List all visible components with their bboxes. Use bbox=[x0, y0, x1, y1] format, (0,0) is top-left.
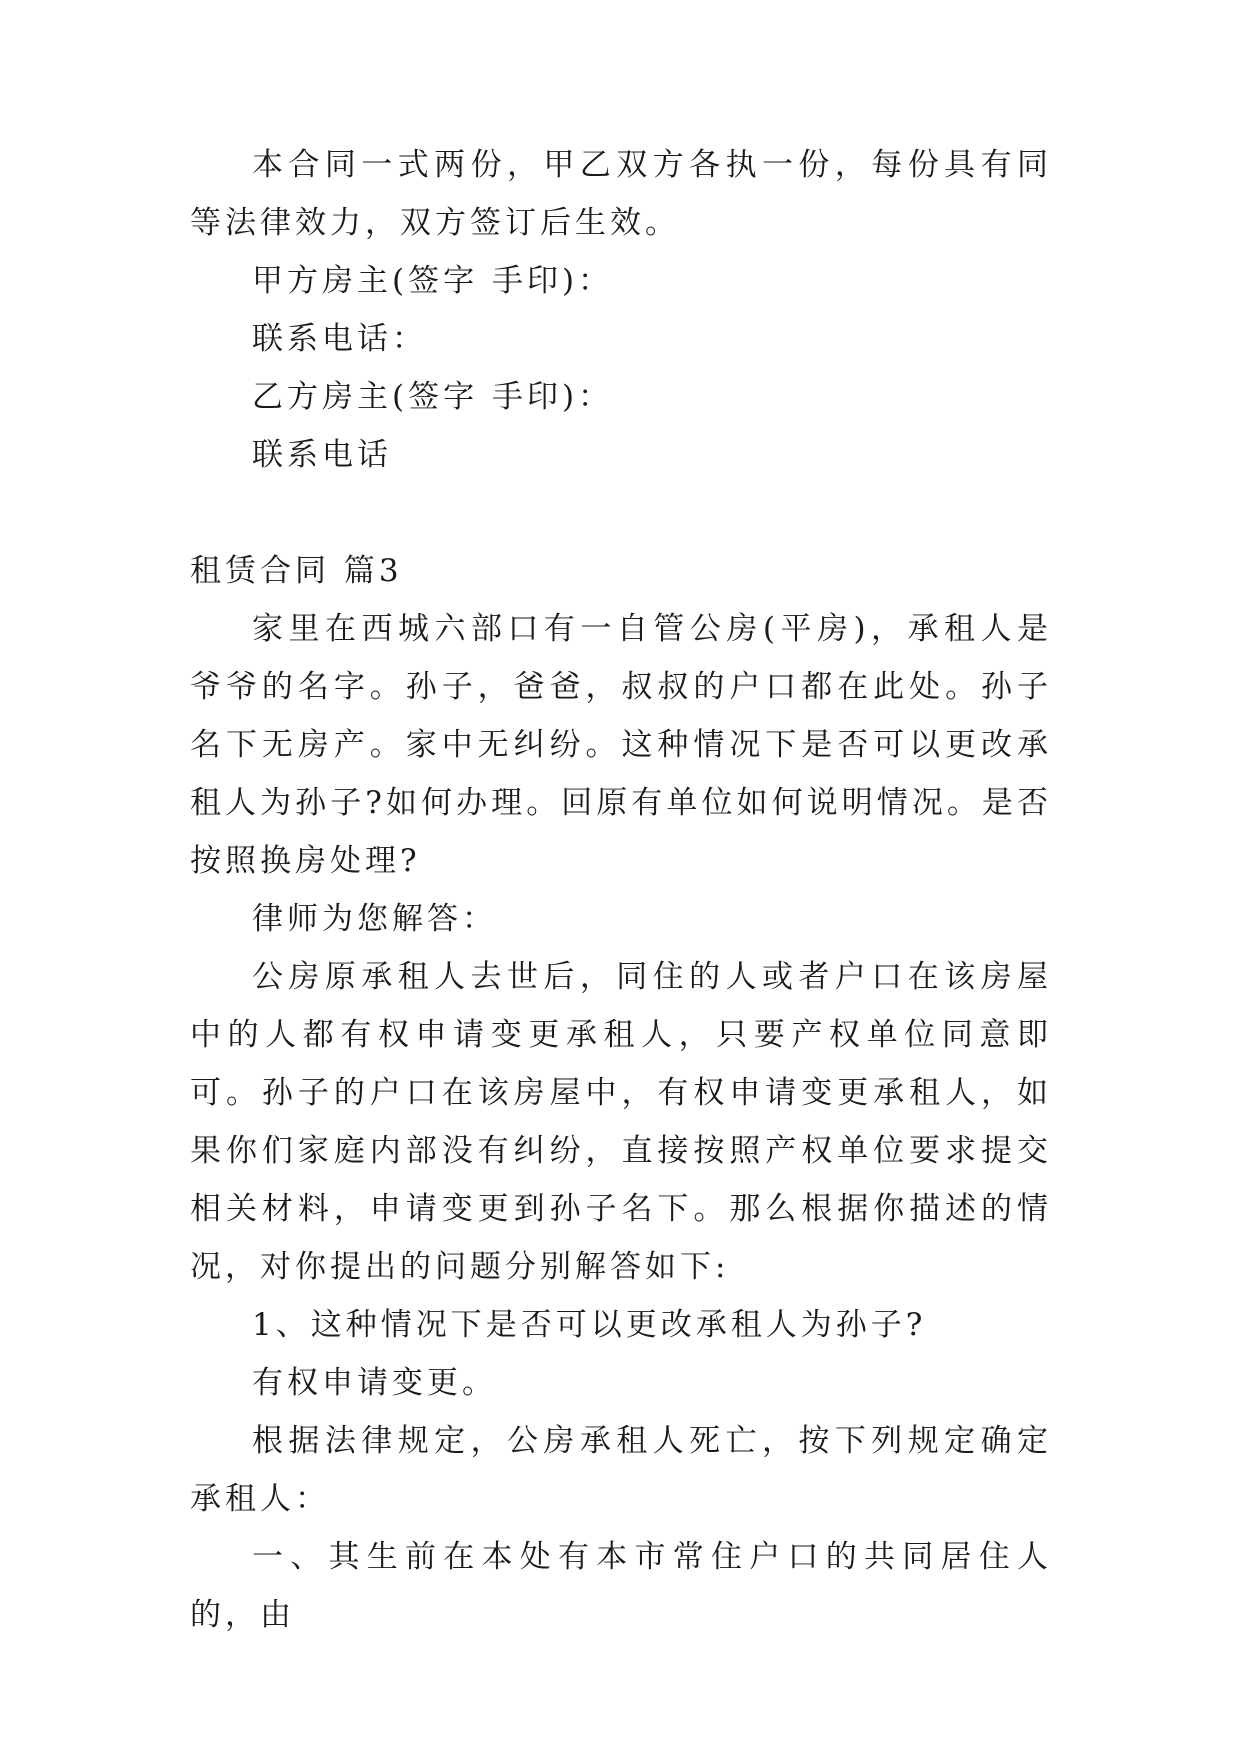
question-paragraph: 家里在西城六部口有一自管公房(平房)，承租人是爷爷的名字。孙子，爸爸，叔叔的户口都在此处。孙子名下无房产。家中无纠纷。这种情况下是否可以更改承租人为孙子?如何办理。回原有单位如何说明情况。是否按照换房处理? bbox=[190, 611, 1052, 879]
party-a-phone-line: 联系电话： bbox=[252, 321, 427, 357]
legal-rule-paragraph: 根据法律规定，公房承租人死亡，按下列规定确定承租人： bbox=[190, 1423, 1052, 1517]
answer-paragraph: 公房原承租人去世后，同住的人或者户口在该房屋中的人都有权申请变更承租人，只要产权单位同意即可。孙子的户口在该房屋中，有权申请变更承租人，如果你们家庭内部没有纠纷，直接按照产权单位要求提交相关材料，申请变更到孙子名下。那么根据你描述的情况，对你提出的问题分别解答如下: bbox=[190, 959, 1052, 1285]
rule-item-1-line: 一、其生前在本处有本市常住户口的共同居住人的，由 bbox=[190, 1539, 1052, 1633]
section-heading: 租赁合同 篇3 bbox=[190, 553, 403, 589]
question-1-line: 1、这种情况下是否可以更改承租人为孙子? bbox=[252, 1307, 927, 1343]
contract-copies-paragraph: 本合同一式两份，甲乙双方各执一份，每份具有同等法律效力，双方签订后生效。 bbox=[190, 147, 1052, 241]
lawyer-answer-intro: 律师为您解答： bbox=[252, 901, 497, 937]
party-a-signature-line: 甲方房主(签字 手印)： bbox=[252, 263, 614, 299]
document-body bbox=[190, 136, 1052, 1644]
party-b-phone-line: 联系电话 bbox=[252, 437, 392, 473]
party-b-signature-line: 乙方房主(签字 手印)： bbox=[252, 379, 614, 415]
section-spacer bbox=[190, 484, 1052, 542]
answer-1-line: 有权申请变更。 bbox=[252, 1365, 497, 1401]
